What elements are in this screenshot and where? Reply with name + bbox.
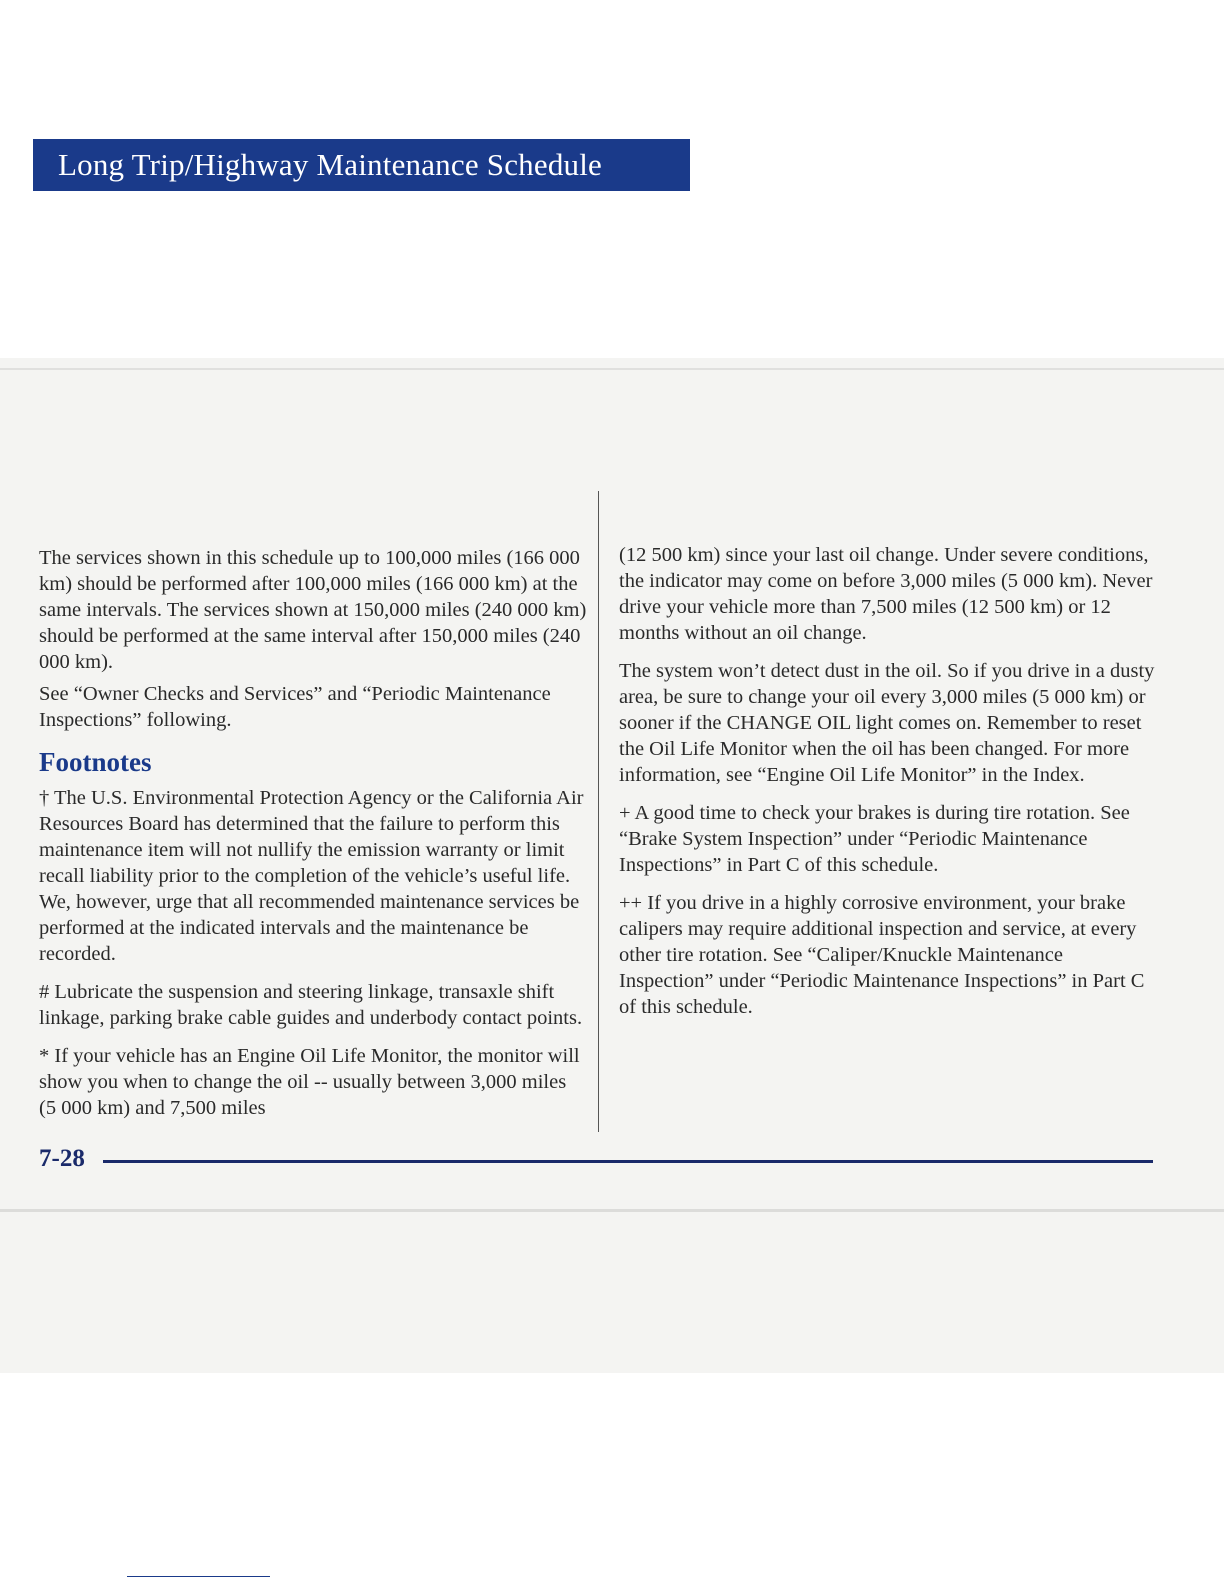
footnotes-heading: Footnotes — [39, 747, 152, 777]
footnote-hash: # Lubricate the suspension and steering linkage, transaxle shift linkage, parking brake cable guides and underbody contact points. — [39, 981, 583, 1029]
footnote-plusplus: ++ If you drive in a highly corrosive environment, your brake calipers may require additional inspection and service, at every other tire rotation. See “Caliper/Knuckle Maintenance Inspection” under “Periodic Maintenance Inspections” in Part C of this schedule. — [619, 892, 1145, 1018]
right-column — [619, 542, 1159, 1032]
intro-paragraph: The services shown in this schedule up to 100,000 miles (166 000 km) should be performed after 100,000 miles (166 000 km) at the same intervals. The services shown at 150,000 miles (240 000 km) should be performed at the same interval after 150,000 miles (240 000 km). — [39, 547, 587, 673]
left-column — [39, 545, 587, 1133]
footnote-star: * If your vehicle has an Engine Oil Life Monitor, the monitor will show you when to change the oil -- usually between 3,000 miles (5 000 km) and 7,500 miles — [39, 1045, 580, 1119]
page-title: Long Trip/Highway Maintenance Schedule — [33, 139, 690, 191]
footnote-plus: + A good time to check your brakes is during tire rotation. See “Brake System Inspection” under “Periodic Maintenance Inspections” in Part C of this schedule. — [619, 802, 1130, 876]
footnote-dagger: † The U.S. Environmental Protection Agency or the California Air Resources Board has determined that the failure to perform this maintenance item will not nullify the emission warranty or limit recall liability prior to the completion of the vehicle’s useful life. We, however, urge that all recommended maintenance services be performed at the indicated intervals and the maintenance be recorded. — [39, 787, 584, 965]
scan-artifact-line — [127, 1576, 270, 1577]
dust-note: The system won’t detect dust in the oil. So if you drive in a dusty area, be sure to change your oil every 3,000 miles (5 000 km) or sooner if the CHANGE OIL light comes on. Remember to reset the Oil Life Monitor when the oil has been changed. For more information, see “Engine Oil Life Monitor” in the Index. — [619, 660, 1155, 786]
column-divider — [598, 491, 599, 1132]
page-number: 7-28 — [39, 1145, 85, 1172]
see-also-paragraph: See “Owner Checks and Services” and “Periodic Maintenance Inspections” following. — [39, 683, 551, 731]
footnote-star-continued: (12 500 km) since your last oil change. Under severe conditions, the indicator may come on before 3,000 miles (5 000 km). Never drive your vehicle more than 7,500 miles (12 500 km) or 12 months without an oil change. — [619, 544, 1153, 644]
footer-rule — [103, 1160, 1153, 1163]
